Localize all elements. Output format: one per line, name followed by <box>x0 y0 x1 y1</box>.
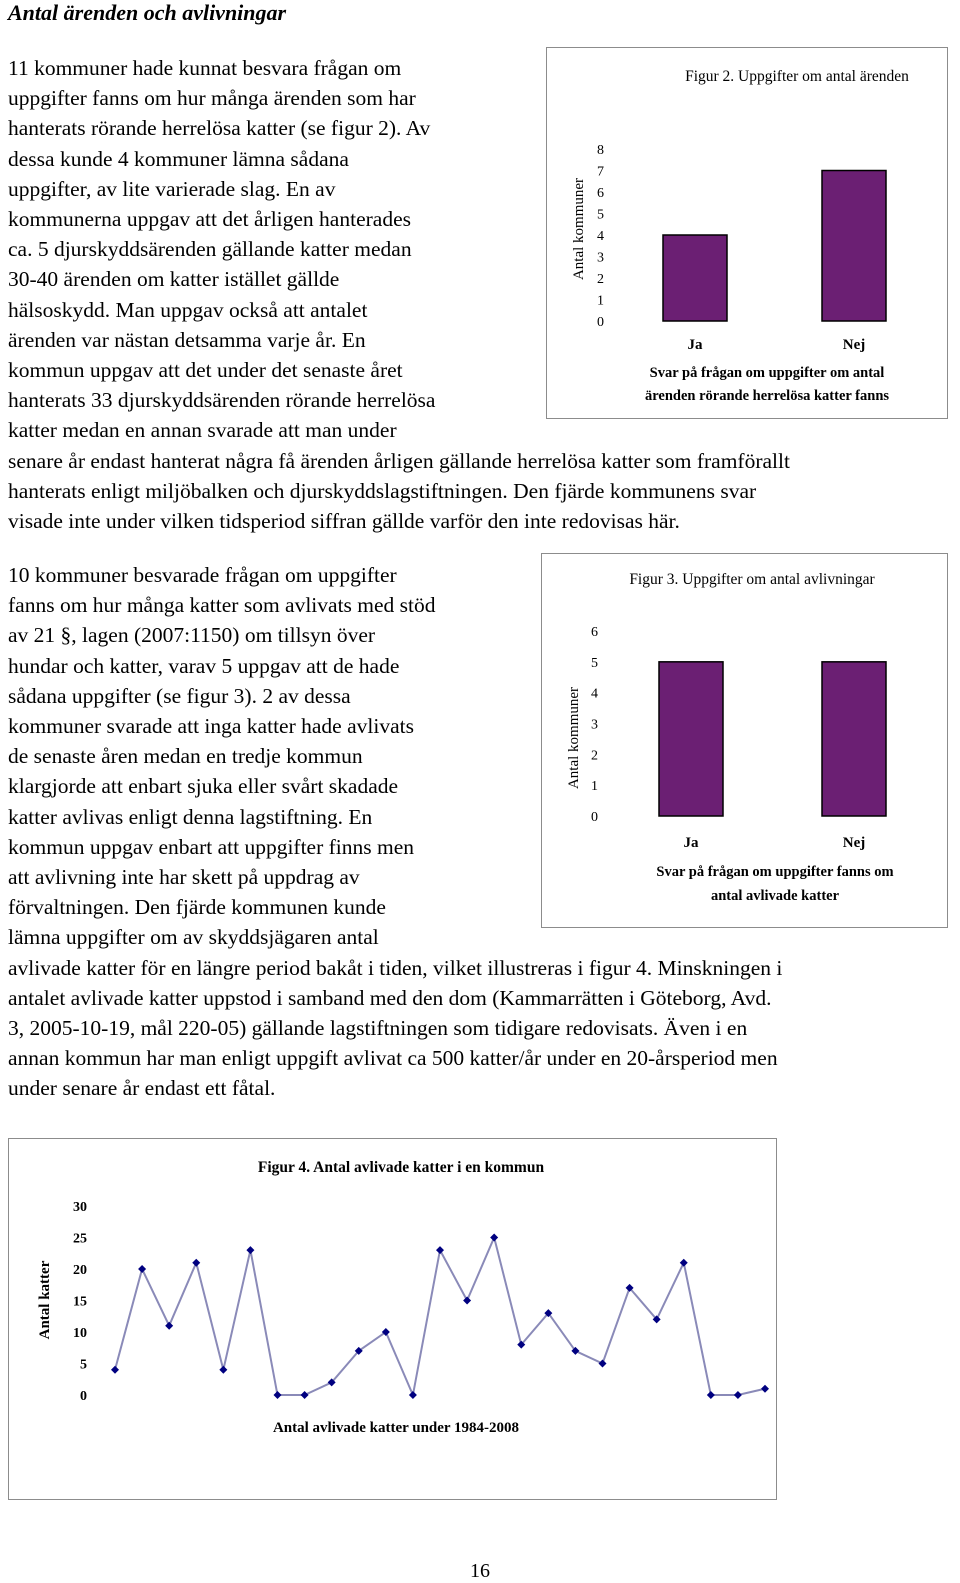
bar-nej <box>822 171 886 322</box>
figure-4-title: Figur 4. Antal avlivade katter i en kommun <box>257 1159 545 1176</box>
y-tick-label: 0 <box>597 315 604 330</box>
data-point-1990 <box>274 1391 282 1399</box>
y-tick-label: 4 <box>597 229 604 244</box>
text-line: 30-40 ärenden om katter istället gällde <box>8 267 340 292</box>
text-line: 10 kommuner besvarade frågan om uppgifter <box>8 563 397 587</box>
y-tick-label: 8 <box>597 143 604 158</box>
section-heading: Antal ärenden och avlivningar <box>8 0 287 25</box>
text-line: 3, 2005-10-19, mål 220-05) gällande lagstiftningen som tidigare redovisats. Även i en <box>8 1016 748 1041</box>
text-line: sådana uppgifter (se figur 3). 2 av dessa <box>8 683 351 708</box>
text-line: kommun uppgav att det under det senaste året <box>8 358 403 383</box>
y-tick-label: 25 <box>73 1231 87 1247</box>
data-point-2002 <box>599 1360 607 1368</box>
data-point-1988 <box>219 1366 227 1374</box>
text-line: katter medan en annan svarade att man under <box>8 418 397 443</box>
y-tick-label: 5 <box>597 207 604 223</box>
y-tick-label: 2 <box>591 748 598 764</box>
y-tick-label: 5 <box>591 655 598 671</box>
figure-3-x-axis-label-line-1: Svar på frågan om uppgifter fanns om <box>656 864 894 880</box>
data-point-2008 <box>761 1385 769 1393</box>
data-point-1998 <box>490 1234 498 1242</box>
figure-4-y-axis-label: Antal katter <box>37 1260 53 1340</box>
text-line: hälsoskydd. Man uppgav också att antalet <box>8 297 368 322</box>
data-point-2007 <box>734 1391 742 1399</box>
y-tick-label: 2 <box>597 272 604 287</box>
text-line: antalet avlivade katter uppstod i samband med den dom (Kammarrätten i Göteborg, Avd. <box>8 985 772 1010</box>
data-point-1989 <box>246 1246 254 1254</box>
bar-ja <box>663 235 727 321</box>
text-line: under senare år endast ett fåtal. <box>8 1076 276 1101</box>
figure-3-frame <box>541 553 948 928</box>
figure-3-title: Figur 3. Uppgifter om antal avlivningar <box>629 571 875 588</box>
text-line: ca. 5 djurskyddsärenden gällande katter medan <box>8 237 412 262</box>
text-line: kommunerna uppgav att det årligen hanterades <box>8 207 411 232</box>
figure-2-x-axis-label-line-1: Svar på frågan om uppgifter om antal <box>649 365 885 381</box>
data-point-1997 <box>463 1297 471 1305</box>
y-tick-label: 5 <box>80 1357 87 1373</box>
figure-3-chart <box>542 554 947 927</box>
category-label: Nej <box>842 835 866 851</box>
text-line: att avlivning inte har skett på uppdrag av <box>8 865 360 890</box>
figure-4-x-axis-label: Antal avlivade katter under 1984-2008 <box>272 1420 520 1436</box>
figure-2-chart <box>547 48 947 418</box>
text-line: uppgifter, av lite varierade slag. En av <box>8 176 336 201</box>
y-tick-label: 6 <box>597 186 604 201</box>
y-tick-label: 0 <box>591 810 598 825</box>
text-line: kommun uppgav enbart att uppgifter finns men <box>8 834 415 859</box>
figure-2-title: Figur 2. Uppgifter om antal ärenden <box>685 68 909 85</box>
data-point-2005 <box>680 1259 688 1267</box>
figure-3-x-axis-label-line-2: antal avlivade katter <box>710 888 840 904</box>
text-line: hanterats 33 djurskyddsärenden rörande herrelösa <box>8 388 436 413</box>
text-line: kommuner svarade att inga katter hade avlivats <box>8 714 414 739</box>
text-line: fanns om hur många katter som avlivats med stöd <box>8 593 436 618</box>
y-tick-label: 6 <box>591 625 598 640</box>
y-tick-label: 30 <box>73 1200 87 1215</box>
text-line: annan kommun har man enligt uppgift avlivat ca 500 katter/år under en 20-årsperiod men <box>8 1046 778 1071</box>
figure-2-y-axis-label: Antal kommuner <box>571 177 587 281</box>
figure-2-frame <box>546 47 948 419</box>
text-line: klargjorde att enbart sjuka eller svårt skadade <box>8 774 399 799</box>
text-line: dessa kunde 4 kommuner lämna sådana <box>8 146 349 171</box>
data-point-2006 <box>707 1391 715 1399</box>
data-point-1984 <box>111 1366 119 1374</box>
text-line: visade inte under vilken tidsperiod siffran gällde varför den inte redovisas här. <box>8 509 680 534</box>
y-tick-label: 1 <box>591 779 598 795</box>
data-point-1996 <box>436 1246 444 1254</box>
category-label: Ja <box>683 835 699 851</box>
text-line: uppgifter fanns om hur många ärenden som har <box>8 86 416 111</box>
y-tick-label: 3 <box>597 250 604 266</box>
y-tick-label: 1 <box>597 293 604 309</box>
data-point-1986 <box>165 1322 173 1330</box>
data-point-1995 <box>409 1391 417 1399</box>
text-line: avlivade katter för en längre period bakåt i tiden, vilket illustreras i figur 4. Minskningen i <box>8 955 783 980</box>
text-line: lämna uppgifter om av skyddsjägaren antal <box>8 925 379 950</box>
y-tick-label: 3 <box>591 717 598 733</box>
text-line: senare år endast hanterat några få ärenden årligen gällande herrelösa katter som framförallt <box>8 448 790 473</box>
text-line: hanterats enligt miljöbalken och djurskyddslagstiftningen. Den fjärde kommunens svar <box>8 478 757 503</box>
data-point-1991 <box>301 1391 309 1399</box>
figure-4-frame <box>8 1138 777 1500</box>
y-tick-label: 0 <box>80 1389 87 1404</box>
y-tick-label: 20 <box>73 1263 87 1278</box>
page-number: 16 <box>470 1560 490 1582</box>
category-label: Nej <box>842 337 866 353</box>
data-point-1985 <box>138 1265 146 1273</box>
text-line: av 21 §, lagen (2007:1150) om tillsyn över <box>8 623 376 648</box>
y-tick-label: 7 <box>597 164 604 180</box>
figure-2-x-axis-label-line-2: ärenden rörande herrelösa katter fanns <box>644 388 890 404</box>
bar-nej <box>822 662 886 816</box>
text-line: förvaltningen. Den fjärde kommunen kunde <box>8 895 386 920</box>
category-label: Ja <box>687 337 703 353</box>
text-line: katter avlivas enligt denna lagstiftning. En <box>8 804 373 829</box>
text-line: hanterats rörande herrelösa katter (se figur 2). Av <box>8 116 431 141</box>
text-line: hundar och katter, varav 5 uppgav att de hade <box>8 653 400 678</box>
y-tick-label: 10 <box>73 1326 87 1341</box>
figure-3-y-axis-label: Antal kommuner <box>566 686 582 790</box>
y-tick-label: 4 <box>591 686 598 702</box>
bar-ja <box>659 662 723 816</box>
data-point-1987 <box>192 1259 200 1267</box>
text-line: ärenden var nästan detsamma varje år. En <box>8 327 366 352</box>
figure-4-chart <box>9 1139 776 1499</box>
series-line <box>115 1238 765 1396</box>
y-tick-label: 15 <box>73 1294 87 1310</box>
text-line: 11 kommuner hade kunnat besvara frågan om <box>8 56 402 80</box>
text-line: de senaste åren medan en tredje kommun <box>8 744 363 769</box>
